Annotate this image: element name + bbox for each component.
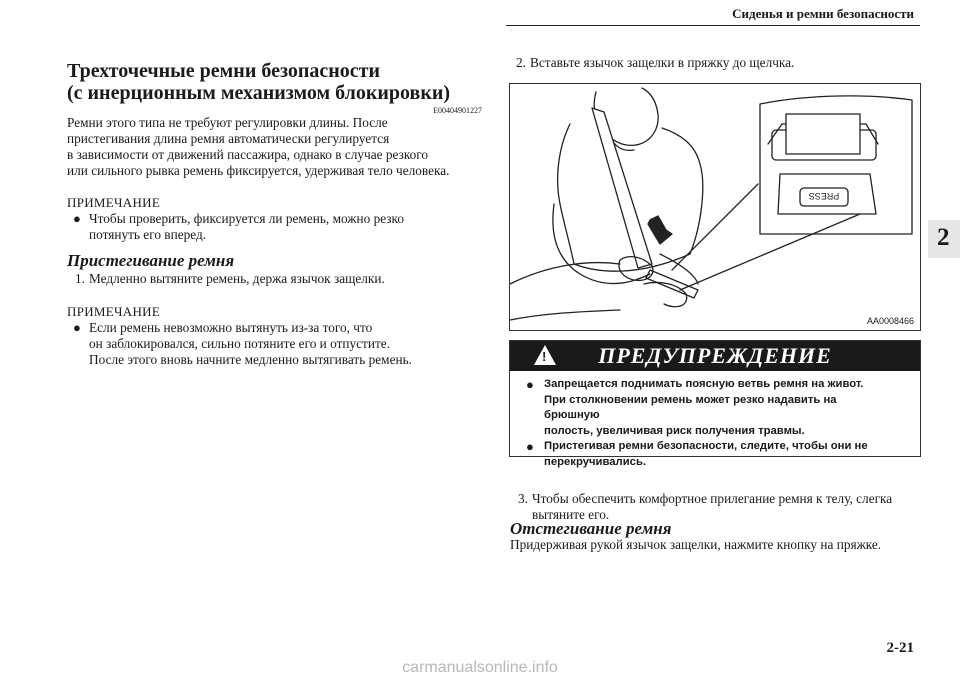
section-title-line1: Трехточечные ремни безопасности: [67, 60, 381, 82]
warning-item: [520, 377, 890, 439]
step-1: [67, 271, 482, 287]
running-header: Сиденья и ремни безопасности: [732, 6, 914, 21]
doc-code: E00404901227: [433, 106, 482, 115]
chapter-tab: [928, 220, 960, 258]
release-paragraph: Придерживая рукой язычок защелки, нажмите кнопку на пряжке.: [510, 537, 882, 552]
subheading-fasten: Пристегивание ремня: [67, 251, 235, 270]
warning-line: Пристегивая ремни безопасности, следите, чтобы они не: [544, 440, 868, 452]
note-bullet: [67, 211, 482, 243]
warning-line: При столкновении ремень может резко надавить на брюшную: [544, 393, 837, 421]
step-text: Медленно вытяните ремень, держа язычок защелки.: [89, 271, 385, 286]
warning-title: ПРЕДУПРЕЖДЕНИЕ: [598, 343, 832, 368]
note-bullet: [67, 320, 482, 368]
step-text: вытяните его.: [532, 507, 610, 522]
step-2: [508, 55, 918, 71]
subheading-unfasten: Отстегивание ремня: [510, 519, 672, 538]
page-number: 2-21: [886, 640, 914, 656]
bullet-dot: ●: [73, 320, 81, 335]
seatbelt-illustration: [509, 83, 921, 331]
bullet-dot: ●: [526, 439, 534, 454]
note-line: После этого вновь начните медленно вытягивать ремень.: [89, 352, 412, 367]
note-title: ПРИМЕЧАНИЕ: [67, 304, 161, 319]
note-line: потянуть его вперед.: [89, 227, 207, 242]
note-line: Чтобы проверить, фиксируется ли ремень, можно резко: [89, 211, 404, 226]
warning-line: перекручивались.: [544, 455, 647, 468]
note-title: ПРИМЕЧАНИЕ: [67, 195, 161, 210]
figure-code: AA0008466: [866, 316, 914, 326]
press-label: PRESS: [808, 191, 840, 201]
note-line: он заблокировался, сильно потяните его и отпустите.: [89, 336, 391, 351]
warning-header: [510, 341, 920, 371]
intro-paragraph: [67, 115, 482, 179]
left-column: [67, 60, 482, 368]
intro-line: в зависимости от движений пассажира, однако в случае резкого: [67, 147, 429, 162]
note-line: Если ремень невозможно вытянуть из-за того, что: [89, 320, 373, 335]
seatbelt-drawing: [510, 84, 920, 330]
intro-line: или сильного рывка ремень фиксируется, удерживая тело человека.: [67, 163, 450, 178]
intro-line: Ремни этого типа не требуют регулировки длины. После: [67, 115, 388, 130]
warning-item: [520, 439, 890, 470]
warning-line: Запрещается поднимать поясную ветвь ремня на живот.: [544, 378, 864, 390]
intro-line: пристегивания длина ремня автоматически регулируется: [67, 131, 390, 146]
step-number: 2.: [516, 55, 526, 70]
header-rule: [506, 25, 920, 26]
bullet-dot: ●: [73, 211, 81, 226]
step-text: Чтобы обеспечить комфортное прилегание ремня к телу, слегка: [532, 491, 893, 506]
chapter-number: 2: [937, 224, 950, 251]
step-number: 3.: [518, 491, 528, 506]
section-title-line2: (с инерционным механизмом блокировки): [67, 82, 451, 104]
warning-box: [509, 340, 921, 468]
step-text: Вставьте язычок защелки в пряжку до щелчка.: [530, 55, 795, 70]
warning-line: полость, увеличивая риск получения травмы.: [544, 424, 805, 437]
bullet-dot: ●: [526, 377, 534, 392]
warning-body: [520, 377, 890, 470]
step-number: 1.: [75, 271, 85, 286]
watermark: carmanualsonline.info: [0, 657, 960, 679]
